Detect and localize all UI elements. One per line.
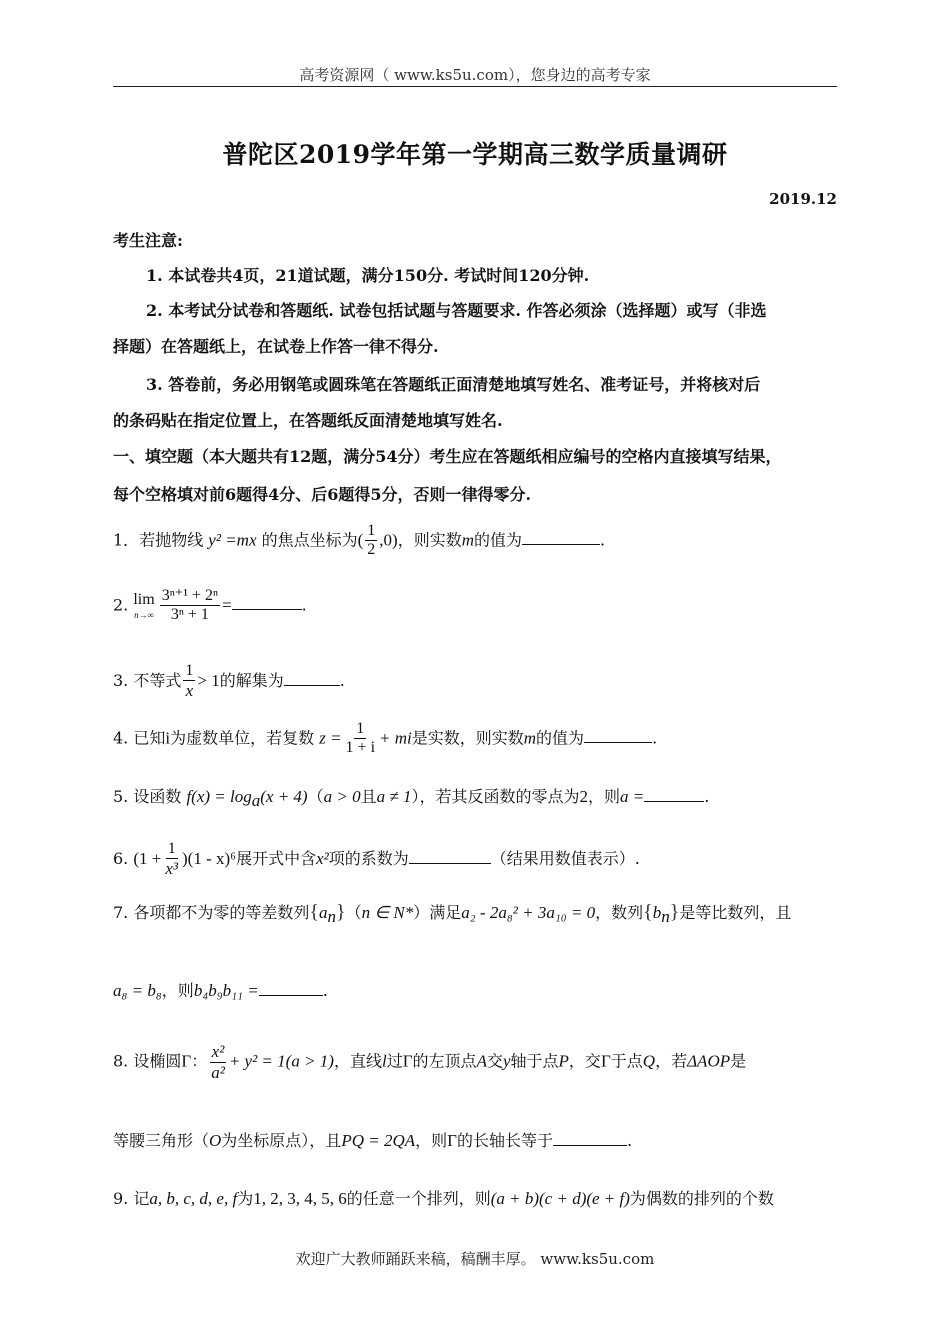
notice-item-3-line-1: 3. 答卷前，务必用钢笔或圆珠笔在答题纸正面清楚地填写姓名、准考证号，并将核对后 <box>146 375 761 394</box>
q8-origin: O <box>209 1131 222 1150</box>
question-7-line-1 <box>113 900 791 927</box>
q9-expr: (a + b)(c + d)(e + f) <box>490 1189 630 1208</box>
q8-cond: (a > 1) <box>285 1051 334 1071</box>
q8-text-6: 轴于点 <box>510 1051 559 1071</box>
q2-frac-num: 3ⁿ⁺¹ + 2ⁿ <box>160 587 220 606</box>
q8-colon: ： <box>191 1051 208 1071</box>
q7-eq: a₈ = b₈ <box>113 981 162 1000</box>
q7-answer-blank[interactable] <box>259 981 323 996</box>
q2-answer-blank[interactable] <box>232 595 302 610</box>
q6-text-3: （结果用数值表示）. <box>490 848 640 868</box>
q3-answer-blank[interactable] <box>284 671 340 686</box>
q3-frac-num: 1 <box>183 662 195 681</box>
q6-answer-blank[interactable] <box>409 849 491 864</box>
notice-item-3-line-2: 的条码贴在指定位置上，在答题纸反面清楚地填写姓名. <box>113 411 503 430</box>
q8-text-2: ，直线 <box>333 1051 382 1071</box>
q8-answer-blank[interactable] <box>553 1131 627 1146</box>
q8-text-8: 于点 <box>610 1051 643 1071</box>
q1-text: 若抛物线 <box>139 530 204 550</box>
q7-product: b₄b₉b₁₁ = <box>193 981 259 1000</box>
q4-text: 为虚数单位，若复数 <box>170 728 315 748</box>
q3-number: 3. 不等式 <box>113 670 182 690</box>
q8-point-p: P <box>558 1051 569 1071</box>
question-4 <box>113 720 657 758</box>
site-footer: 欢迎广大教师踊跃来稿，稿酬丰厚。 www.ks5u.com <box>295 1250 655 1268</box>
q5-cond-2: a ≠ 1 <box>376 787 412 806</box>
q6-text: 展开式中含 <box>236 848 317 868</box>
q4-var: m <box>523 728 537 748</box>
q4-fraction <box>344 720 377 758</box>
q4-number: 4. 已知 <box>113 728 166 748</box>
q7-an: a <box>318 903 328 922</box>
q8-text-7: ，交 <box>568 1051 601 1071</box>
q8-pq: PQ = 2QA <box>341 1131 416 1150</box>
q1-text-4: 的值为 <box>473 530 522 550</box>
q3-text: 的解集为 <box>219 670 284 690</box>
q5-paren: （ <box>307 787 324 806</box>
q6-x2: x² <box>316 848 329 868</box>
q6-fraction <box>163 840 180 879</box>
q7-brace-open: { <box>309 901 319 923</box>
q1-text-3: ，则实数 <box>397 530 462 550</box>
q4-plus-mi: + mi <box>379 728 412 748</box>
q8-gamma-4: Γ <box>447 1131 457 1150</box>
q2-equals: = <box>222 595 232 615</box>
q6-frac-num: 1 <box>166 840 178 859</box>
q9-nums: 1, 2, 3, 4, 5, 6 <box>253 1189 347 1208</box>
notice-item-1: 1. 本试卷共4页，21道试题，满分150分. 考试时间120分钟. <box>146 266 590 285</box>
q8-text-12: 为坐标原点），且 <box>221 1131 342 1150</box>
q2-lim-under: n→∞ <box>134 609 154 620</box>
q8-line-l: l <box>381 1051 387 1071</box>
q2-limit <box>133 592 154 620</box>
q8-triangle: ΔAOP <box>687 1051 731 1071</box>
question-8-line-2 <box>113 1128 632 1151</box>
q5-a: a = <box>619 787 645 806</box>
q7-brace-close: } <box>335 901 346 923</box>
q1-frac-num: 1 <box>365 522 377 541</box>
q8-end: . <box>626 1131 633 1150</box>
q8-frac-num: x² <box>211 1042 225 1061</box>
q8-gamma-3: Γ <box>600 1051 611 1071</box>
q5-log-arg: (x + 4) <box>260 787 308 806</box>
q8-text-11: 等腰三角形（ <box>113 1131 210 1150</box>
q1-point-open: ( <box>357 530 364 550</box>
q7-text-3: ，数列 <box>595 903 644 922</box>
q3-frac-den: x <box>185 681 194 701</box>
q1-var: m <box>461 530 474 550</box>
section-1-line-1: 一、填空题（本大题共有12题，满分54分）考生应在答题纸相应编号的空格内直接填写结果， <box>113 447 782 466</box>
q5-number: 5. 设函数 <box>113 787 182 806</box>
q2-fraction <box>160 587 220 625</box>
q5-text: ），若其反函数的零点为 <box>411 787 580 806</box>
notice-heading: 考生注意: <box>113 231 183 250</box>
q7-bn-sub: n <box>661 907 670 927</box>
q4-frac-num: 1 <box>354 720 366 739</box>
q7-bn: b <box>652 903 662 922</box>
q8-point-a: A <box>476 1051 487 1071</box>
q8-text: 8. 设椭圆 <box>113 1051 182 1071</box>
q7-brace-close-2: } <box>669 901 680 923</box>
question-2 <box>113 587 307 625</box>
exam-title: 普陀区2019学年第一学期高三数学质量调研 <box>222 140 728 169</box>
q3-inequality: > 1 <box>197 670 220 690</box>
q7-end: . <box>322 981 328 1000</box>
q8-text-13: ，则 <box>415 1131 448 1150</box>
q4-answer-blank[interactable] <box>584 728 652 743</box>
q8-gamma: Γ <box>181 1051 192 1071</box>
q3-end: . <box>339 670 345 690</box>
q8-text-10: 是 <box>730 1051 747 1071</box>
exam-date: 2019.12 <box>769 190 837 208</box>
q1-point-close: ,0) <box>379 530 398 550</box>
q7-an-sub: n <box>327 907 336 927</box>
q4-z: z = <box>319 728 342 748</box>
q9-text-3: 的任意一个排列，则 <box>346 1189 491 1208</box>
q6-number: 6. <box>113 848 129 868</box>
q8-gamma-2: Γ <box>402 1051 413 1071</box>
q7-condition: a₂ - 2a₈² + 3a₁₀ = 0 <box>461 903 596 922</box>
q2-lim-text: lim <box>133 590 155 608</box>
q5-and: 且 <box>360 787 377 806</box>
notice-item-2-line-2: 择题）在答题纸上，在试卷上作答一律不得分. <box>113 337 439 356</box>
q8-text-14: 的长轴长等于 <box>456 1131 553 1150</box>
q8-text-3: 过 <box>386 1051 403 1071</box>
q5-cond-1: a > 0 <box>323 787 361 806</box>
q5-end: . <box>704 787 710 806</box>
question-1 <box>113 522 605 560</box>
q1-frac-den: 2 <box>367 541 376 559</box>
site-header: 高考资源网（ www.ks5u.com），您身边的高考专家 <box>299 66 651 84</box>
q7-text: 7. 各项都不为零的等差数列 <box>113 903 310 922</box>
question-5 <box>113 784 709 811</box>
q6-frac-den: x³ <box>165 859 179 879</box>
q1-number: 1． <box>113 530 140 550</box>
q8-ellipse-rest: + y² = 1 <box>228 1051 286 1071</box>
q2-frac-den: 3ⁿ + 1 <box>170 606 209 624</box>
q7-paren: （ <box>345 903 362 922</box>
q5-text-2: ，则 <box>587 787 620 806</box>
header-rule <box>113 86 837 87</box>
q7-brace-open-2: { <box>643 901 653 923</box>
question-3 <box>113 662 345 701</box>
q5-log-base: a <box>251 791 261 811</box>
q8-text-9: ，若 <box>655 1051 688 1071</box>
q2-end: . <box>301 595 307 615</box>
q7-then: ，则 <box>161 981 194 1000</box>
q8-y: y <box>502 1051 511 1071</box>
q8-text-4: 的左顶点 <box>412 1051 477 1071</box>
q1-text-2: 的焦点坐标为 <box>261 530 358 550</box>
q4-imag-unit: i <box>165 728 171 748</box>
q2-number: 2. <box>113 595 129 615</box>
notice-item-2-line-1: 2. 本考试分试卷和答题纸. 试卷包括试题与答题要求. 作答必须涂（选择题）或写（非选 <box>146 301 767 320</box>
q9-text: 9. 记 <box>113 1189 150 1208</box>
q9-text-4: 为偶数的排列的个数 <box>629 1189 774 1208</box>
q8-fraction <box>209 1042 227 1082</box>
q8-text-5: 交 <box>486 1051 503 1071</box>
q4-frac-den: 1 + i <box>345 739 376 757</box>
question-9 <box>113 1186 774 1209</box>
q7-text-4: 是等比数列，且 <box>679 903 792 922</box>
q6-post: )(1 - x)⁶ <box>182 848 237 868</box>
q1-end: . <box>600 530 606 550</box>
q8-point-q: Q <box>642 1051 656 1071</box>
q5-answer-blank[interactable] <box>644 787 704 802</box>
q5-function: f(x) = log <box>186 787 252 806</box>
question-6 <box>113 840 640 879</box>
q7-text-2: ）满足 <box>413 903 462 922</box>
q1-answer-blank[interactable] <box>522 530 600 545</box>
question-7-line-2 <box>113 978 328 1001</box>
q6-text-2: 项的系数为 <box>328 848 409 868</box>
q4-end: . <box>652 728 658 748</box>
q7-n-in: n ∈ N* <box>361 903 414 922</box>
q4-text-2: 是实数，则实数 <box>411 728 524 748</box>
q1-fraction <box>365 522 377 560</box>
q5-zero: 2 <box>579 787 588 806</box>
q4-text-3: 的值为 <box>536 728 585 748</box>
q6-pre: (1 + <box>133 848 162 868</box>
q9-vars: a, b, c, d, e, f <box>149 1189 238 1208</box>
q9-text-2: 为 <box>237 1189 254 1208</box>
question-8-line-1 <box>113 1042 746 1082</box>
q1-equation: y² =mx <box>208 530 257 550</box>
q8-frac-den: a² <box>211 1062 225 1082</box>
q3-fraction <box>183 662 195 701</box>
section-1-line-2: 每个空格填对前6题得4分、后6题得5分，否则一律得零分. <box>113 485 532 504</box>
